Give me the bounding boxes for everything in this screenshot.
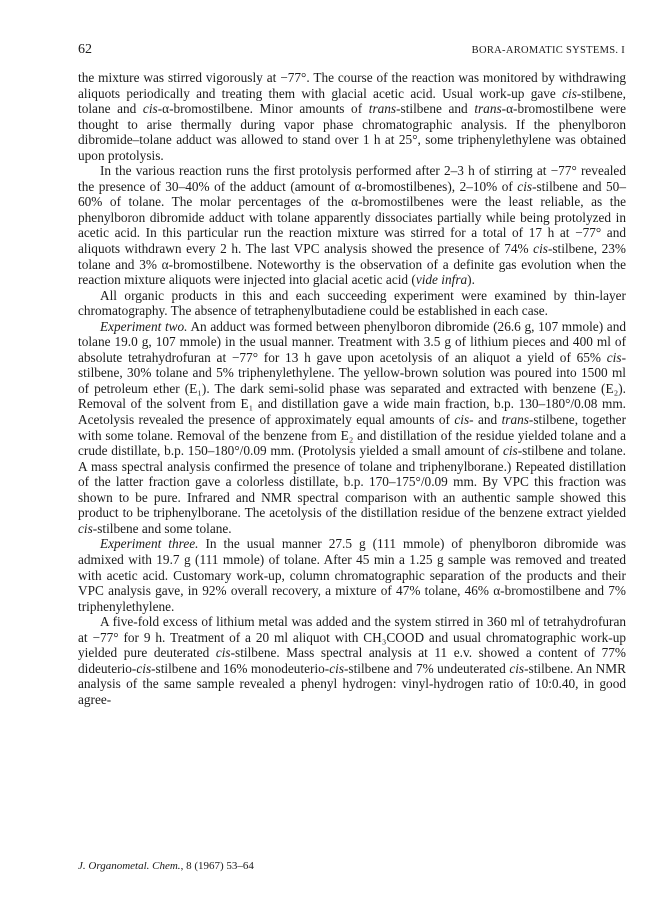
text-run: -stilbene and some tolane. — [92, 520, 232, 536]
text-run: -stilbene, 23% tolane and 3% α-bromostilbene. Noteworthy is the observation of a definite gas evolution when the reaction mixture aliquots were injected into glacial acetic acid ( — [78, 241, 626, 288]
italic-run: cis — [562, 85, 577, 101]
text-run: In the various reaction runs the first protolysis performed after 2–3 h of stirring at −77° revealed the presence of 30–40% of the adduct (amount of α-bromostilbenes), 2–10% of — [78, 163, 626, 194]
text-run: A five-fold excess of lithium metal was added and the system stirred in 360 ml of tetrahydrofuran at −77° for 9 h. Treatment of a 20 ml aliquot with CH₃COOD and usual chromatographic work-up yielded pure deuterated — [78, 614, 626, 661]
paragraph-reaction-runs — [78, 163, 626, 287]
text-run: -α-bromostilbene were thought to arise thermally during vapor phase chromatographic analysis. If the phenylboron dibromide–tolane adduct was allowed to stand over 1 h at 25°, some triphenylethylene was obtained upon protolysis. — [78, 101, 626, 163]
italic-run: cis — [533, 241, 548, 257]
paragraph-experiment-two — [78, 319, 626, 537]
italic-run: cis — [78, 520, 93, 536]
italic-run: cis — [329, 660, 344, 676]
page-number: 62 — [78, 42, 92, 57]
text-run: -stilbene and 50–60% of tolane. The molar percentages of the α-bromostilbenes were the least reliable, as the phenylboron dibromide adduct with tolane apparently dissociates partially while being protolyzed in acetic acid. In this particular run the reaction mixture was stirred for a total of 17 h at −77° and aliquots withdrawn every 2 h. The last VPC analysis showed the presence of 74% — [78, 178, 626, 257]
journal-volume: , 8 (1967) 53–64 — [180, 860, 254, 872]
text-run: An adduct was formed between phenylboron dibromide (26.6 g, 107 mmole) and tolane 19.0 g, 107 mmole) in the usual manner. Treatment with 3.5 g of lithium pieces and 400 ml of absolute tetrahydrofuran at −77° for 13 h gave upon acetolysis of an aliquot a yield of 65% — [78, 318, 627, 365]
text-run: -stilbene and 16% monodeuterio- — [151, 660, 330, 676]
text-run: -stilbene and — [396, 101, 475, 117]
text-run: ). — [467, 272, 475, 288]
running-head: BORA-AROMATIC SYSTEMS. I — [471, 45, 625, 56]
text-run: the mixture was stirred vigorously at −77°. The course of the reaction was monitored by withdrawing aliquots periodically and treating them with glacial acetic acid. Usual work-up gave — [78, 70, 626, 101]
text-run: All organic products in this and each succeeding experiment were examined by thin-layer chromatography. The absence of tetraphenylbutadiene could be established in each case. — [78, 287, 626, 319]
italic-run: cis — [142, 101, 158, 117]
paragraph-continuation — [78, 70, 626, 163]
text-run: -stilbene, together with some tolane. Removal of the benzene from E₂ and distillation of the residue yielded tolane and a crude distillate, b.p. 150–180°/0.09 mm. (Protolysis yielded a small amount of — [78, 412, 627, 459]
text-run: -stilbene and 7% undeuterated — [344, 660, 510, 676]
text-run: -stilbene. Mass spectral analysis at 11 e.v. showed a content of 77% dideuterio- — [78, 645, 626, 676]
paragraph-experiment-three — [78, 536, 626, 614]
text-run: -stilbene, tolane and — [78, 85, 626, 117]
experiment-heading: Experiment two. — [100, 318, 188, 334]
italic-run: cis — [136, 660, 152, 676]
italic-run: cis — [502, 443, 518, 459]
text-run: - and — [469, 412, 502, 428]
italic-run: cis — [606, 349, 622, 365]
italic-run: trans — [501, 412, 529, 428]
italic-run: trans — [474, 101, 502, 117]
journal-citation — [78, 860, 254, 872]
italic-run: vide infra — [415, 272, 468, 288]
experiment-heading: Experiment three. — [100, 536, 199, 552]
page-header — [78, 42, 625, 58]
italic-run: cis — [454, 412, 470, 428]
paragraph-tlc — [78, 288, 626, 319]
italic-run: cis — [215, 645, 231, 661]
italic-run: cis — [509, 660, 525, 676]
text-run: In the usual manner 27.5 g (111 mmole) of phenylboron dibromide was admixed with 19.7 g (111 mmole) of tolane. After 45 min a 1.25 g sample was removed and treated with acetic acid. Customary work-up, column chromatographic separation of the products and their VPC analysis gave, in 92% overall recovery, a mixture of 47% tolane, 46% α-bromostilbene and 7% triphenylethylene. — [78, 536, 626, 614]
journal-name: J. Organometal. Chem. — [78, 860, 181, 872]
text-run: -stilbene and tolane. A mass spectral analysis confirmed the presence of tolane and triphenylborane.) Repeated distillation of the latter fraction gave a colorless distillate, b.p. 170–175°/0.09 mm. By VPC this fraction was shown to be pure. Infrared and NMR spectral comparison with an authentic sample showed this product to be triphenylborane. The acetolysis of the distillation residue of the benzene extract yielded — [78, 443, 626, 521]
text-run: -stilbene. An NMR analysis of the same sample revealed a phenyl hydrogen: vinyl-hydrogen ratio of 10:0.40, in good agree- — [78, 660, 626, 707]
italic-run: cis — [517, 178, 533, 194]
text-run: -α-bromostilbene. Minor amounts of — [157, 101, 369, 117]
body-text — [78, 70, 626, 707]
text-run: -stilbene, 30% tolane and 5% triphenylethylene. The yellow-brown solution was poured into 1500 ml of petroleum ether (E₁). The dark semi-solid phase was separated and extracted with benzene (E₂). Removal of the solvent from E₁ and distillation gave a wide main fraction, b.p. 130–180°/0.08 mm. Acetolysis revealed the presence of approximately equal amounts of — [78, 349, 626, 428]
italic-run: trans — [368, 101, 397, 117]
paragraph-lithium-excess — [78, 614, 626, 707]
